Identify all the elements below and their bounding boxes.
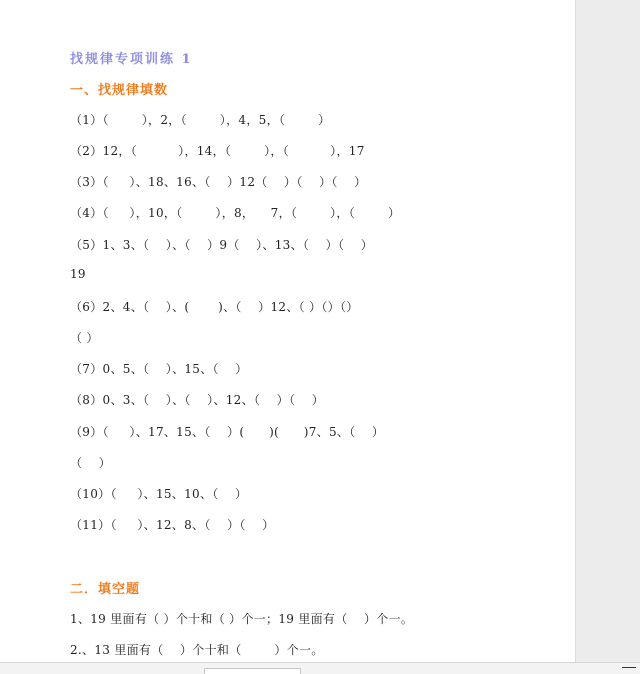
exercise-line-6: （6）2、4、（ ）、( )、（ ）12、（ ）（）（） [70, 300, 359, 314]
exercise-line-5: （5）1、3、（ ）、（ ）9（ ）、13、（ ）（ ） [70, 238, 373, 252]
corner-minimize-icon[interactable] [622, 667, 636, 668]
exercise-line-2: （2）12，（ ），14，（ ），（ ），17 [70, 144, 365, 158]
exercise-line-5-cont: 19 [70, 267, 86, 281]
exercise-line-3: （3）（ ）、18、16、（ ）12（ ）（ ）（ ） [70, 175, 367, 189]
section-2-heading: 二．填空题 [70, 582, 141, 597]
section-1-heading: 一、找规律填数 [70, 83, 169, 98]
bottom-scroll-tab[interactable] [204, 668, 301, 674]
exercise-line-9: （9）（ ）、17、15、（ ）( )( )7、5、（ ） [70, 425, 385, 439]
exercise-line-4: （4）（ ），10，（ ），8， 7，（ ），（ ） [70, 206, 401, 220]
exercise-line-11: （11）（ ）、12、8、（ ）（ ） [70, 518, 275, 532]
exercise-line-10: （10）（ ）、15、10、（ ） [70, 487, 248, 501]
side-panel [575, 0, 640, 662]
fill-blank-line-2: 2.、13 里面有（ ）个十和（ ）个一。 [70, 643, 324, 657]
exercise-line-8: （8）0、3、（ ）、（ ）、12、（ ）（ ） [70, 393, 325, 407]
exercise-line-1: （1）（ ），2，（ ），4，5，（ ） [70, 113, 331, 127]
bottom-status-bar [0, 662, 640, 674]
document-title: 找规律专项训练 1 [70, 52, 193, 67]
fill-blank-line-1: 1、19 里面有（ ）个十和（ ）个一；19 里面有（ ）个一。 [70, 612, 414, 626]
exercise-line-9-cont: （ ） [70, 456, 112, 470]
exercise-line-6-cont: （ ） [70, 331, 99, 345]
exercise-line-7: （7）0、5、（ ）、15、（ ） [70, 362, 248, 376]
